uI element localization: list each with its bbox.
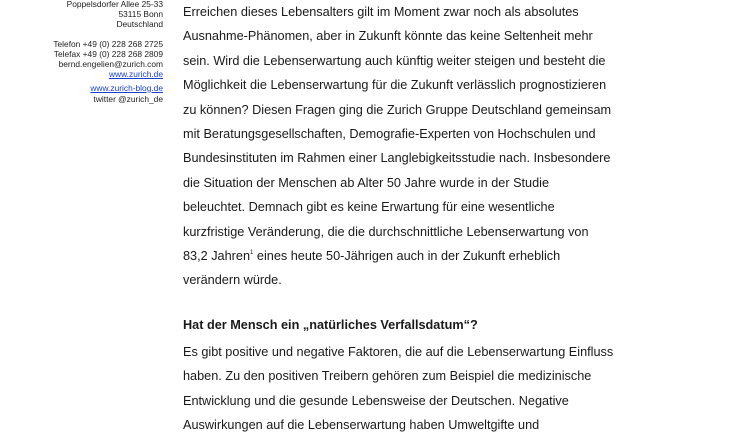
text-line-with-footnote [183, 244, 611, 268]
text-line: Entwicklung und die gesunde Lebensweise der Deutschen. Negative [183, 393, 569, 408]
text-line: Auswirkungen auf die Lebenserwartung haben Umweltgifte und [183, 418, 540, 433]
text-line: haben. Zu den positiven Treibern gehören zum Beispiel die medizinische [183, 369, 592, 384]
paragraph-factors [183, 340, 613, 438]
phone-number: Telefon +49 (0) 228 268 2725 [53, 39, 163, 50]
text-line: die Situation der Menschen ab Alter 50 Jahre wurde in der Studie [183, 175, 550, 190]
text-line: sein. Wird die Lebenserwartung auch künftig weiter steigen und besteht die [183, 53, 606, 68]
blog-link[interactable]: www.zurich-blog.de [90, 82, 163, 93]
text-line: Bundesinstituten im Rahmen einer Langlebigkeitsstudie nach. Insbesondere [183, 151, 611, 166]
contact-sidebar [0, 0, 163, 105]
fax-number: Telefax +49 (0) 228 268 2809 [53, 49, 163, 60]
section-heading: Hat der Mensch ein „natürliches Verfallsdatum“? [183, 318, 478, 332]
text-line: zu können? Diesen Fragen ging die Zurich Gruppe Deutschland gemeinsam [183, 102, 612, 117]
footnote-marker: 1 [250, 249, 254, 256]
text-line: verändern würde. [183, 273, 282, 288]
address-city: 53115 Bonn [118, 8, 163, 19]
text-line: kurzfristige Veränderung, die die durchschnittliche Lebenserwartung von [183, 224, 589, 239]
text-line: Erreichen dieses Lebensalters gilt im Moment zwar noch als absolutes [183, 5, 579, 19]
email-address: bernd.engelien@zurich.com [58, 58, 163, 69]
paragraph-longevity-study [183, 0, 611, 293]
website-link[interactable]: www.zurich.de [109, 68, 163, 79]
text-line: beleuchtet. Demnach gibt es keine Erwartung für eine wesentliche [183, 200, 555, 215]
address-country: Deutschland [116, 18, 163, 29]
text-line: Ausnahme-Phänomen, aber in Zukunft könnte das keine Seltenheit mehr [183, 29, 593, 44]
life-expectancy-value: 83,2 Jahren [183, 248, 251, 263]
address-street: Poppelsdorfer Allee 25-33 [66, 0, 163, 9]
text-line-continuation: eines heute 50-Jährigen auch in der Zukunft erheblich [253, 248, 561, 263]
text-line: Möglichkeit die Lebenserwartung für die Zukunft verlässlich prognostizieren [183, 78, 607, 93]
twitter-handle: twitter @zurich_de [93, 94, 163, 105]
text-line: mit Beratungsgesellschaften, Demografie-Experten von Hochschulen und [183, 126, 596, 141]
text-line: Es gibt positive und negative Faktoren, die auf die Lebenserwartung Einfluss [183, 345, 614, 359]
